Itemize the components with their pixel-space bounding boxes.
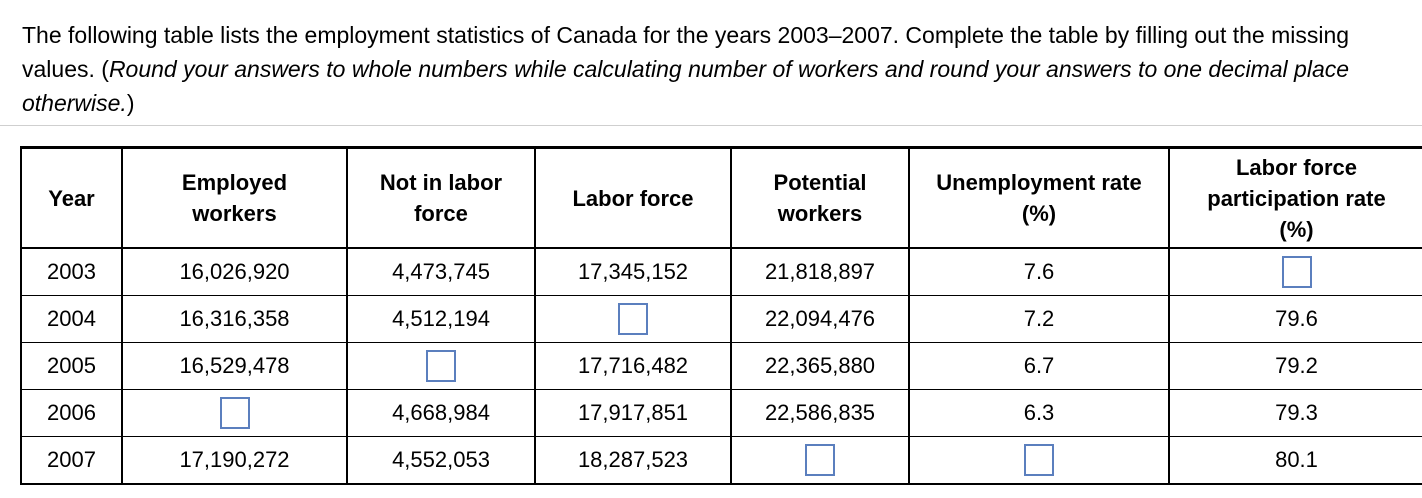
header-participation-rate: Labor force participation rate (%) — [1169, 148, 1422, 249]
year-cell: 2007 — [21, 437, 122, 485]
table-row — [21, 248, 1422, 296]
header-year: Year — [21, 148, 122, 249]
labor-force-cell: 17,345,152 — [535, 248, 731, 296]
potential-workers-cell: 22,586,835 — [731, 390, 909, 437]
unemployment-rate-cell: 6.7 — [909, 343, 1169, 390]
labor-force-cell: 17,917,851 — [535, 390, 731, 437]
not-in-labor-force-cell: 4,473,745 — [347, 248, 535, 296]
header-row — [21, 148, 1422, 249]
employment-table — [20, 146, 1422, 485]
separator-line — [0, 125, 1422, 126]
not-in-labor-force-cell: 4,552,053 — [347, 437, 535, 485]
potential-workers-cell — [731, 437, 909, 485]
employed-workers-cell: 16,316,358 — [122, 296, 347, 343]
not-in-labor-force-cell: 4,668,984 — [347, 390, 535, 437]
year-cell: 2006 — [21, 390, 122, 437]
table-row — [21, 343, 1422, 390]
year-cell: 2003 — [21, 248, 122, 296]
question-close-paren: ) — [126, 90, 135, 116]
employed-workers-cell: 16,529,478 — [122, 343, 347, 390]
header-not-in-labor-force: Not in labor force — [347, 148, 535, 249]
unemployment-rate-cell: 7.6 — [909, 248, 1169, 296]
unemployment-rate-cell — [909, 437, 1169, 485]
employed-workers-cell — [122, 390, 347, 437]
labor-force-cell — [535, 296, 731, 343]
unemployment-rate-cell: 7.2 — [909, 296, 1169, 343]
question-instructions: Round your answers to whole numbers while calculating number of workers and round your answers to one decimal place otherwise. — [22, 56, 1350, 116]
table-row — [21, 296, 1422, 343]
answer-input-box[interactable] — [426, 350, 456, 382]
answer-input-box[interactable] — [1024, 444, 1054, 476]
question-text — [22, 18, 1412, 120]
potential-workers-cell: 21,818,897 — [731, 248, 909, 296]
participation-rate-cell: 80.1 — [1169, 437, 1422, 485]
not-in-labor-force-cell — [347, 343, 535, 390]
answer-input-box[interactable] — [805, 444, 835, 476]
labor-force-cell: 17,716,482 — [535, 343, 731, 390]
year-cell: 2004 — [21, 296, 122, 343]
labor-force-cell: 18,287,523 — [535, 437, 731, 485]
potential-workers-cell: 22,094,476 — [731, 296, 909, 343]
year-cell: 2005 — [21, 343, 122, 390]
header-potential-workers: Potential workers — [731, 148, 909, 249]
not-in-labor-force-cell: 4,512,194 — [347, 296, 535, 343]
participation-rate-cell — [1169, 248, 1422, 296]
table-row — [21, 437, 1422, 485]
header-employed-workers: Employed workers — [122, 148, 347, 249]
potential-workers-cell: 22,365,880 — [731, 343, 909, 390]
participation-rate-cell: 79.2 — [1169, 343, 1422, 390]
header-unemployment-rate: Unemployment rate (%) — [909, 148, 1169, 249]
table-row — [21, 390, 1422, 437]
answer-input-box[interactable] — [220, 397, 250, 429]
employed-workers-cell: 16,026,920 — [122, 248, 347, 296]
answer-input-box[interactable] — [618, 303, 648, 335]
unemployment-rate-cell: 6.3 — [909, 390, 1169, 437]
question-plain: The following table lists the employment statistics of Canada for the years 2003–2007. Complete the table by filling out the missing values. ( — [22, 22, 1350, 82]
employed-workers-cell: 17,190,272 — [122, 437, 347, 485]
header-labor-force: Labor force — [535, 148, 731, 249]
participation-rate-cell: 79.3 — [1169, 390, 1422, 437]
participation-rate-cell: 79.6 — [1169, 296, 1422, 343]
answer-input-box[interactable] — [1282, 256, 1312, 288]
